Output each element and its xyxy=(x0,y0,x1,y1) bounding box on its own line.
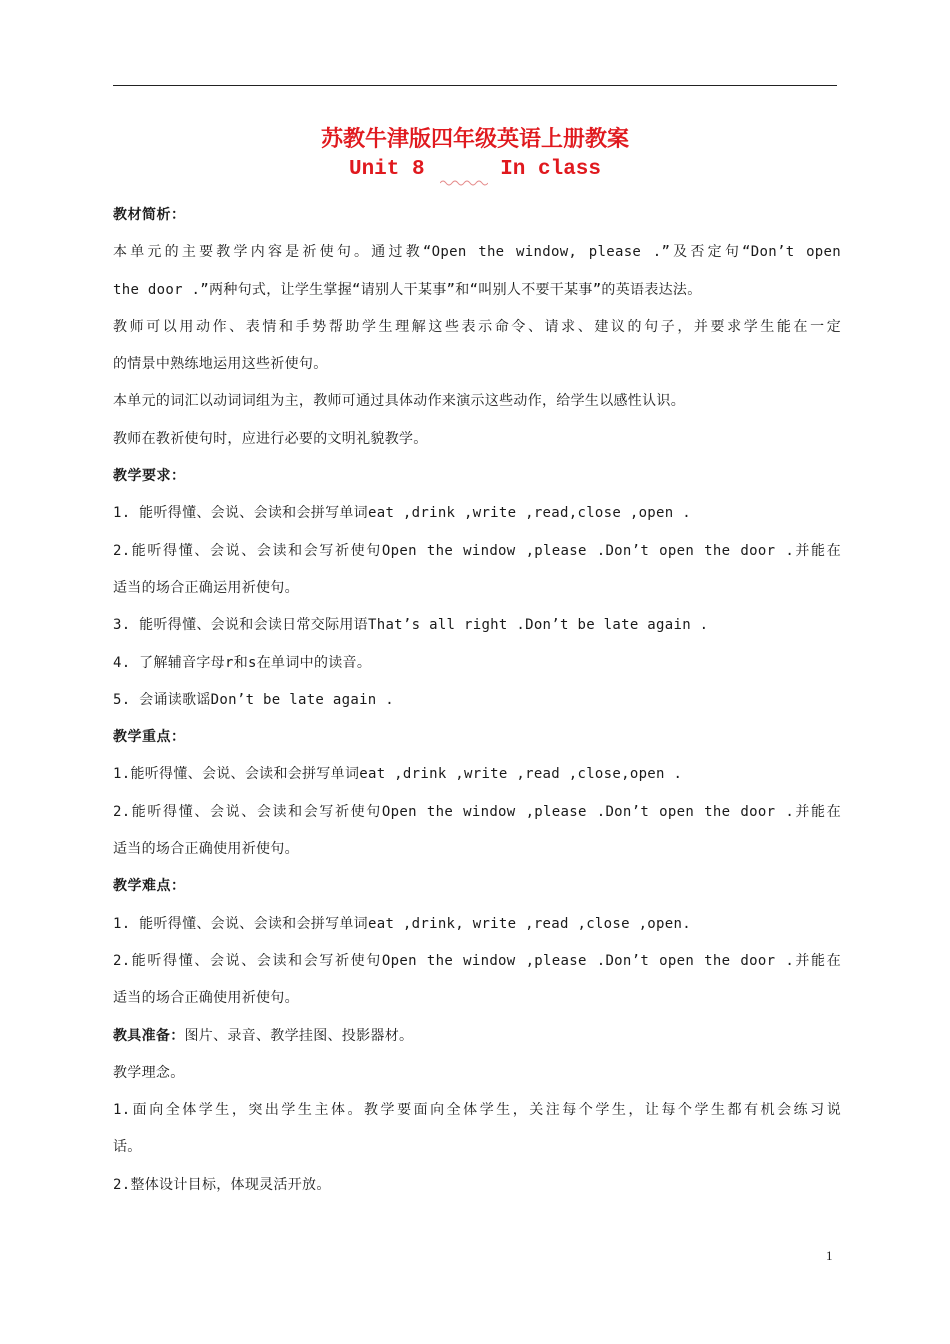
paragraph-line: 教学理念。 xyxy=(113,1064,185,1081)
paragraph-line: 1.能听得懂、会说、会读和会拼写单词eat ,drink ,write ,read ,close,open . xyxy=(113,766,683,783)
paragraph-line: 2.能听得懂、会说、会读和会写祈使句Open the window ,please .Don’t open the door .并能在 xyxy=(113,952,841,969)
page-number: 1 xyxy=(826,1248,833,1263)
document-title: 苏教牛津版四年级英语上册教案 xyxy=(320,126,629,152)
paragraph-line: 1. 能听得懂、会说、会读和会拼写单词eat ,drink, write ,read ,close ,open. xyxy=(113,915,691,932)
header-rule xyxy=(113,85,837,86)
inline-heading: 教具准备： xyxy=(113,1027,185,1044)
section-heading: 教材简析： xyxy=(113,207,186,223)
paragraph-line: 1.面向全体学生，突出学生主体。教学要面向全体学生，关注每个学生，让每个学生都有机会练习说 xyxy=(113,1102,841,1119)
paragraph-line: 话。 xyxy=(113,1139,142,1156)
paragraph-line: 本单元的主要教学内容是祈使句。通过教“Open the window, please .”及否定句“Don’t open xyxy=(113,244,841,261)
wavy-underline xyxy=(440,179,488,187)
paragraph-text: 图片、录音、教学挂图、投影器材。 xyxy=(184,1027,414,1044)
unit-subtitle: Unit 8 In class xyxy=(348,158,602,181)
paragraph-line: 4. 了解辅音字母r和s在单词中的读音。 xyxy=(113,654,372,671)
paragraph-line: 本单元的词汇以动词词组为主，教师可通过具体动作来演示这些动作，给学生以感性认识。 xyxy=(113,393,685,410)
section-heading: 教学要求： xyxy=(113,468,186,485)
paragraph-line: 教师可以用动作、表情和手势帮助学生理解这些表示命令、请求、建议的句子，并要求学生能在一定 xyxy=(113,318,841,335)
paragraph-line: 2.能听得懂、会说、会读和会写祈使句Open the window ,please .Don’t open the door .并能在 xyxy=(113,542,841,559)
section-heading: 教学难点： xyxy=(113,878,186,895)
labeled-paragraph xyxy=(113,1018,841,1055)
paragraph-line: 的情景中熟练地运用这些祈使句。 xyxy=(113,356,328,373)
paragraph-line: 1. 能听得懂、会说、会读和会拼写单词eat ,drink ,write ,read,close ,open . xyxy=(113,505,691,522)
paragraph-line: 2.整体设计目标，体现灵活开放。 xyxy=(113,1176,331,1193)
paragraph-line: 适当的场合正确使用祈使句。 xyxy=(113,990,299,1007)
paragraph-line: 适当的场合正确运用祈使句。 xyxy=(113,579,299,596)
paragraph-line: 3. 能听得懂、会说和会读日常交际用语That’s all right .Don’t be late again . xyxy=(113,617,709,634)
section-heading: 教学重点： xyxy=(113,729,186,746)
paragraph-line: 2.能听得懂、会说、会读和会写祈使句Open the window ,please .Don’t open the door .并能在 xyxy=(113,803,841,820)
paragraph-line: the door .”两种句式，让学生掌握“请别人干某事”和“叫别人不要干某事”的英语表达法。 xyxy=(113,281,702,298)
paragraph-line: 适当的场合正确使用祈使句。 xyxy=(113,841,299,858)
document-body xyxy=(113,197,841,1204)
paragraph-line: 教师在教祈使句时，应进行必要的文明礼貌教学。 xyxy=(113,430,428,447)
paragraph-line: 5. 会诵读歌谣Don’t be late again . xyxy=(113,691,394,708)
